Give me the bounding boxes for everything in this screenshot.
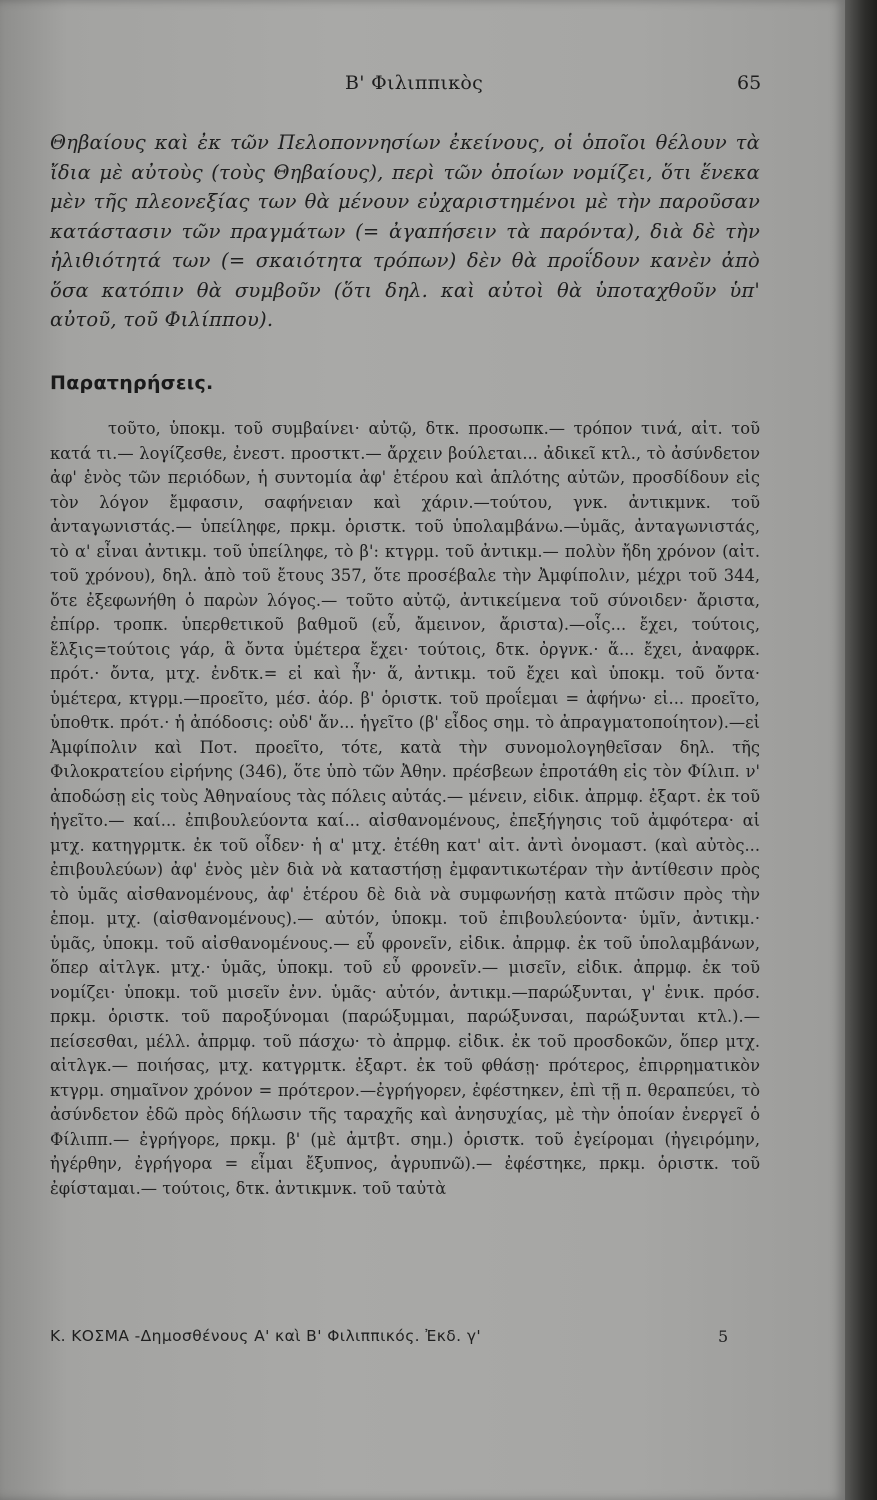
notes-paragraph: τοῦτο, ὑποκμ. τοῦ συμβαίνει· αὐτῷ, δτκ. προσωπκ.— τρόπον τινά, αἰτ. τοῦ κατά τι.— λογίζεσθε, ἐνεστ. προστκτ.— ἄρχειν βούλεται... ἀδικεῖ κτλ., τὸ ἀσύνδετον ἀφ' ἑνὸς τῶν περιόδων, ἡ συντομία ἀφ' ἑτέρου καὶ ἁπλότης αὐτῶν, προσδίδουν εἰς τὸν λόγον ἔμφασιν, σαφήνειαν καὶ χάριν.—τούτου, γνκ. ἀντικμνκ. τοῦ ἀνταγωνιστάς.— ὑπείληφε, πρκμ. ὁριστκ. τοῦ ὑπολαμβάνω.—ὑμᾶς, ἀνταγωνιστάς, τὸ α' εἶναι ἀντικμ. τοῦ ὑπείληφε, τὸ β': κτγρμ. τοῦ ἀντικμ.— πολὺν ἤδη χρόνον (αἰτ. τοῦ χρόνου), δηλ. ἀπὸ τοῦ ἔτους 357, ὅτε προσέβαλε τὴν Ἀμφίπολιν, μέχρι τοῦ 344, ὅτε ἐξεφωνήθη ὁ παρὼν λόγος.— τοῦτο αὐτῷ, ἀντικείμενα τοῦ σύνοιδεν· ἄριστα, ἐπίρρ. τροπκ. ὑπερθετικοῦ βαθμοῦ (εὖ, ἄμεινον, ἄριστα).—οἷς... ἔχει, τούτοις, ἔλξις=τούτοις γάρ, ἃ ὄντα ὑμέτερα ἔχει· τούτοις, δτκ. ὀργνκ.· ἅ... ἔχει, ἀναφρκ. πρότ.· ὄντα, μτχ. ἐνδτκ.= εἰ καὶ ἦν· ἅ, ἀντικμ. τοῦ ἔχει καὶ ὑποκμ. τοῦ ὄντα· ὑμέτερα, κτγρμ.—προεῖτο, μέσ. ἀόρ. β' ὁριστκ. τοῦ προΐεμαι = ἀφήνω· εἰ... προεῖτο, ὑποθτκ. πρότ.· ἡ ἀπόδοσις: οὐδ' ἄν... ἡγεῖτο (β' εἶδος σημ. τὸ ἀπραγματοποίητον).—εἰ Ἀμφίπολιν καὶ Ποτ. προεῖτο, τότε, κατὰ τὴν συνομολογηθεῖσαν δηλ. τῆς Φιλοκρατείου εἰρήνης (346), ὅτε ὑπὸ τῶν Ἀθην. πρέσβεων ἐπροτάθη εἰς τὸν Φίλιπ. ν' ἀποδώσῃ εἰς τοὺς Ἀθηναίους τὰς πόλεις αὐτάς.— μένειν, εἰδικ. ἀπρμφ. ἐξαρτ. ἐκ τοῦ ἡγεῖτο.— καί... ἐπιβουλεύοντα καί... αἰσθανομένους, ἐπεξήγησις τοῦ ἀμφότερα· αἱ μτχ. κατηγρμτκ. ἐκ τοῦ οἶδεν· ἡ α' μτχ. ἐτέθη κατ' αἰτ. ἀντὶ ὀνομαστ. (καὶ αὐτὸς... ἐπιβουλεύων) ἀφ' ἑνὸς μὲν διὰ νὰ καταστήσῃ ἐμφαντικωτέραν τὴν ἀντίθεσιν πρὸς τὸ ὑμᾶς αἰσθανομένους, ἀφ' ἑτέρου δὲ διὰ νὰ συμφωνήσῃ κατὰ πτῶσιν πρὸς τὴν ἑπομ. μτχ. (αἰσθανομένους).— αὐτόν, ὑποκμ. τοῦ ἐπιβουλεύοντα· ὑμῖν, ἀντικμ.· ὑμᾶς, ὑποκμ. τοῦ αἰσθανομένους.— εὖ φρονεῖν, εἰδικ. ἀπρμφ. ἐκ τοῦ ὑπολαμβάνων, ὅπερ αἰτλγκ. μτχ.· ὑμᾶς, ὑποκμ. τοῦ εὖ φρονεῖν.— μισεῖν, εἰδικ. ἀπρμφ. ἐκ τοῦ νομίζει· ὑποκμ. τοῦ μισεῖν ἐνν. ὑμᾶς· αὐτόν, ἀντικμ.—παρώξυνται, γ' ἑνικ. πρόσ. πρκμ. ὁριστκ. τοῦ παροξύνομαι (παρώξυμμαι, παρώξυνσαι, παρώξυνται κτλ.).—πείσεσθαι, μέλλ. ἀπρμφ. τοῦ πάσχω· τὸ ἀπρμφ. εἰδικ. ἐκ τοῦ προσδοκῶν, ὅπερ μτχ. αἰτλγκ.— ποιήσας, μτχ. κατγρμτκ. ἐξαρτ. ἐκ τοῦ φθάσῃ· πρότερος, ἐπιρρηματικὸν κτγρμ. σημαῖνον χρόνον = πρότερον.—ἐγρήγορεν, ἐφέστηκεν, ἐπὶ τῇ π. θεραπεύει, τὸ ἀσύνδετον ἐδῶ πρὸς δήλωσιν τῆς ταραχῆς καὶ ἀνησυχίας, μὲ τὴν ὁποίαν ἐνεργεῖ ὁ Φίλιππ.— ἐγρήγορε, πρκμ. β' (μὲ ἀμτβτ. σημ.) ὁριστκ. τοῦ ἐγείρομαι (ἠγειρόμην, ἠγέρθην, ἐγρήγορα = εἶμαι ἔξυπνος, ἀγρυπνῶ).— ἐφέστηκε, πρκμ. ὁριστκ. τοῦ ἐφίσταμαι.— τούτοις, δτκ. ἀντικμνκ. τοῦ ταὐτὰ [50, 419, 760, 1198]
intro-paragraph: Θηβαίους καὶ ἐκ τῶν Πελοποννησίων ἐκείνους, οἱ ὁποῖοι θέλουν τὰ ἴδια μὲ αὐτοὺς (τοὺς Θηβαίους), περὶ τῶν ὁποίων νομίζει, ὅτι ἕνεκα μὲν τῆς πλεονεξίας των θὰ μένουν εὐχαριστημένοι μὲ τὴν παροῦσαν κατάστασιν τῶν πραγμάτων (= ἀγαπήσειν τὰ παρόντα), διὰ δὲ τὴν ἠλιθιότητά των (= σκαιότητα τρόπων) δὲν θὰ προΐδουν κανὲν ἀπὸ ὅσα κατόπιν θὰ συμβοῦν (ὅτι δηλ. καὶ αὐτοὶ θὰ ὑποταχθοῦν ὑπ' αὐτοῦ, τοῦ Φιλίππου). [50, 131, 760, 331]
running-title: Β' Φιλιππικὸς [345, 72, 484, 94]
page-edge-shadow [845, 0, 877, 1500]
signature-mark: 5 [718, 1327, 729, 1346]
intro-translation [50, 128, 760, 335]
page-number: 65 [737, 72, 762, 94]
page-footer [0, 1327, 845, 1357]
footer-imprint: Κ. ΚΟΣΜΑ -Δημοσθένους Α' καὶ Β' Φιλιππικός. Ἐκδ. γ' [50, 1327, 482, 1345]
notes-body [50, 417, 760, 1201]
running-header [0, 72, 845, 102]
section-heading: Παρατηρήσεις. [50, 372, 214, 394]
